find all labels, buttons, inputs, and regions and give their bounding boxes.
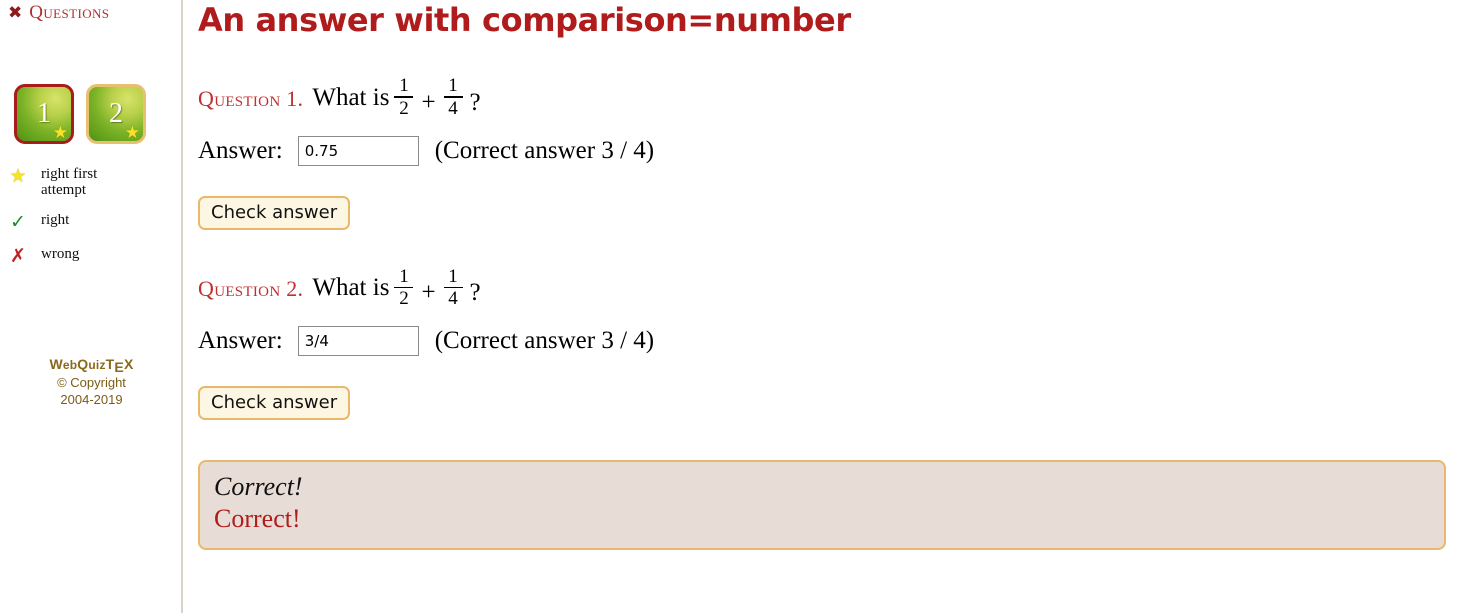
numerator: 1 xyxy=(448,75,458,96)
legend-label: right xyxy=(41,212,70,229)
fraction-one-half xyxy=(394,265,413,310)
check-answer-button-1[interactable]: Check answer xyxy=(198,196,350,230)
answer-row-2 xyxy=(198,326,1471,356)
brand-w: W xyxy=(49,356,63,372)
brand-q: Q xyxy=(77,356,89,372)
question-1-text: What is xyxy=(312,83,390,111)
answer-label-1: Answer: xyxy=(198,136,283,164)
star-icon: ★ xyxy=(124,123,140,143)
question-2-statement xyxy=(198,262,1471,310)
copyright-years: 2004-2019 xyxy=(60,392,123,408)
question-button-group xyxy=(0,24,181,144)
question-2-label: Question 2. xyxy=(198,276,304,302)
legend-label: right first attempt xyxy=(41,166,98,199)
correct-answer-value: 3 / 4 xyxy=(601,136,646,164)
question-mark: ? xyxy=(469,279,481,307)
feedback-line-2: Correct! xyxy=(214,504,301,534)
brand-uiz: uiz xyxy=(88,358,106,372)
correct-answer-note-2 xyxy=(435,327,654,355)
questions-label: Questions xyxy=(29,2,110,23)
correct-note-suffix: ) xyxy=(645,327,655,355)
denominator: 2 xyxy=(399,97,409,119)
brand-t: T xyxy=(105,356,115,372)
answer-label-2: Answer: xyxy=(198,327,283,355)
correct-note-suffix: ) xyxy=(645,136,655,164)
sidebar xyxy=(0,0,183,613)
star-icon: ★ xyxy=(52,123,68,143)
denominator: 4 xyxy=(448,97,458,119)
correct-answer-note-1 xyxy=(435,137,654,165)
legend-label: wrong xyxy=(41,246,80,263)
brand-e: E xyxy=(114,359,124,375)
feedback-line-1: Correct! xyxy=(214,472,303,502)
close-icon[interactable]: ✖ xyxy=(8,2,23,23)
question-2-text: What is xyxy=(312,274,390,302)
answer-row-1 xyxy=(198,136,1471,166)
numerator: 1 xyxy=(399,265,409,287)
brand-eb: eb xyxy=(62,358,78,372)
question-1-label: Question 1. xyxy=(198,85,304,111)
legend-item-right xyxy=(6,212,181,232)
denominator: 4 xyxy=(448,288,458,310)
legend xyxy=(0,144,181,266)
question-button-1-number: 1 xyxy=(37,98,51,129)
operator-plus: + xyxy=(421,279,436,307)
sidebar-header[interactable] xyxy=(0,0,181,24)
answer-input-2[interactable] xyxy=(298,326,419,356)
correct-note-prefix: (Correct answer xyxy=(434,136,596,164)
correct-note-prefix: (Correct answer xyxy=(434,327,596,355)
legend-item-wrong xyxy=(6,246,181,266)
correct-answer-value: 3 / 4 xyxy=(601,327,646,355)
brand-x: X xyxy=(123,356,134,372)
cross-icon: ✗ xyxy=(10,245,26,268)
question-mark: ? xyxy=(469,88,481,116)
question-button-2[interactable] xyxy=(86,84,146,144)
page-title: An answer with comparison=number xyxy=(198,1,851,39)
sidebar-footer xyxy=(0,355,183,409)
question-button-2-number: 2 xyxy=(109,98,123,129)
fraction-one-half xyxy=(394,77,413,118)
question-block-1 xyxy=(198,71,1471,230)
question-button-1[interactable] xyxy=(14,84,74,144)
denominator: 2 xyxy=(399,288,409,310)
question-block-2 xyxy=(198,262,1471,551)
numerator: 1 xyxy=(399,75,409,96)
main-content xyxy=(198,0,1471,550)
fraction-one-quarter xyxy=(444,265,463,310)
numerator: 1 xyxy=(448,265,458,287)
copyright-text: © Copyright xyxy=(57,374,126,390)
fraction-one-quarter xyxy=(444,77,463,118)
check-answer-button-2[interactable]: Check answer xyxy=(198,386,350,420)
operator-plus: + xyxy=(421,88,436,116)
answer-input-1[interactable] xyxy=(298,136,419,166)
legend-item-right-first-attempt xyxy=(6,166,181,198)
brand-logo xyxy=(0,355,183,374)
question-1-statement xyxy=(198,71,1471,119)
check-icon: ✓ xyxy=(10,211,26,234)
star-icon: ★ xyxy=(9,165,27,187)
feedback-panel xyxy=(198,460,1446,550)
